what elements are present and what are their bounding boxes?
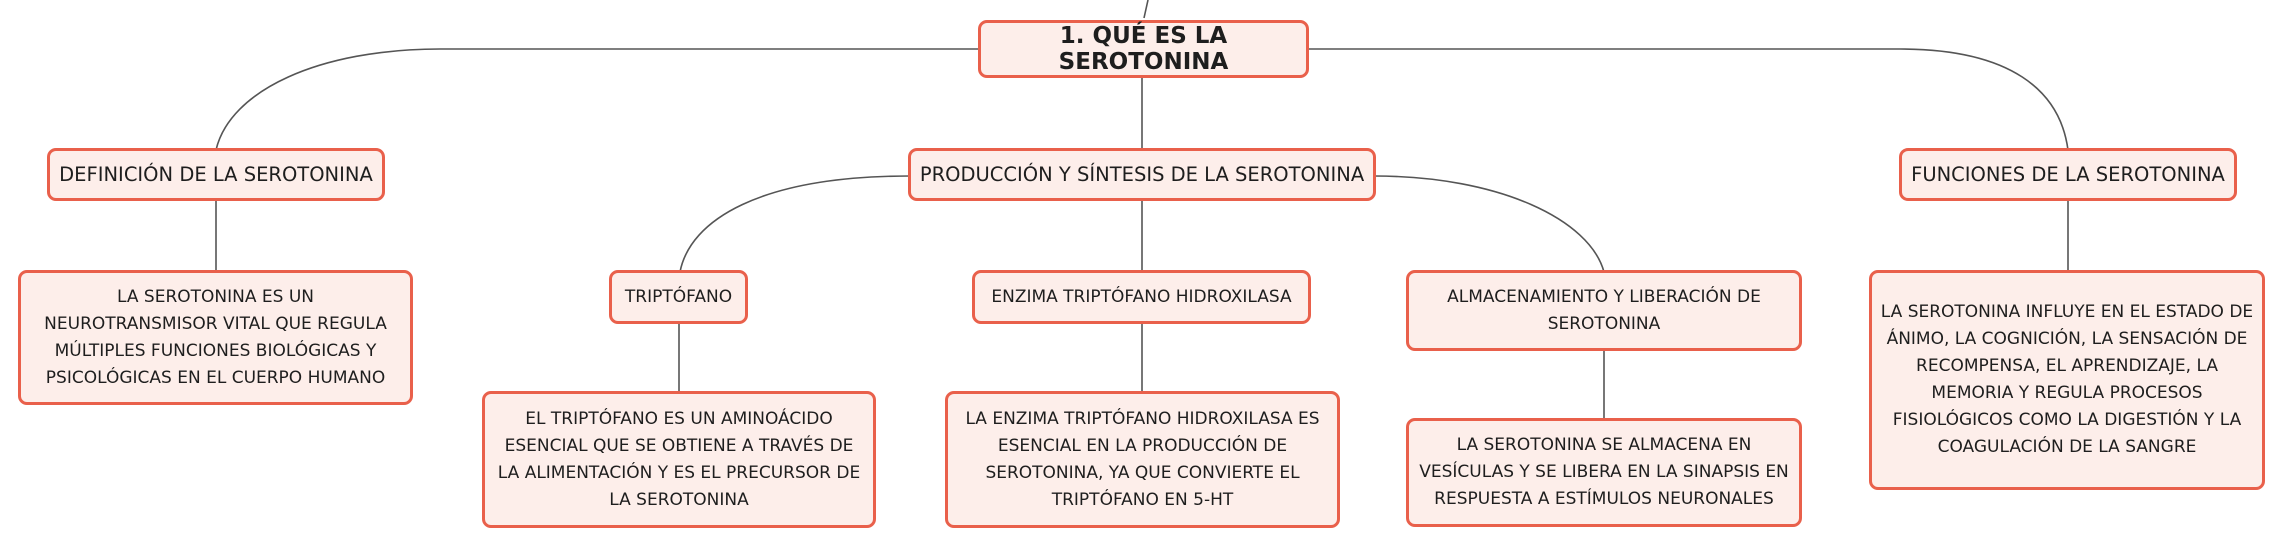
funciones-detail-text: LA SEROTONINA INFLUYE EN EL ESTADO DE ÁNIMO, LA COGNICIÓN, LA SENSACIÓN DE RECOMPENSA, EL APRENDIZAJE, LA MEMORIA Y REGULA PROCESOS FISIOLÓGICOS COMO LA DIGESTIÓN Y LA COAGULACIÓN DE LA SANGRE xyxy=(1880,302,2254,457)
connector-line xyxy=(680,176,910,272)
root-label: 1. QUÉ ES LA SEROTONINA xyxy=(1058,23,1229,75)
connector-line xyxy=(216,49,980,150)
connector-line xyxy=(1307,49,2068,150)
funciones-detail-node[interactable] xyxy=(1869,270,2265,490)
enzima-detail-text: LA ENZIMA TRIPTÓFANO HIDROXILASA ES ESENCIAL EN LA PRODUCCIÓN DE SEROTONINA, YA QUE CONVIERTE EL TRIPTÓFANO EN 5-HT xyxy=(965,408,1320,510)
definicion-node[interactable] xyxy=(47,148,385,201)
enzima-node[interactable] xyxy=(972,270,1311,324)
triptofano-node[interactable] xyxy=(609,270,748,324)
connector-line xyxy=(1374,176,1604,272)
enzima-label: ENZIMA TRIPTÓFANO HIDROXILASA xyxy=(991,287,1292,307)
funciones-node[interactable] xyxy=(1899,148,2237,201)
produccion-label: PRODUCCIÓN Y SÍNTESIS DE LA SEROTONINA xyxy=(919,163,1365,186)
triptofano-detail-node[interactable] xyxy=(482,391,876,528)
definicion-detail-text: LA SEROTONINA ES UN NEUROTRANSMISOR VITAL QUE REGULA MÚLTIPLES FUNCIONES BIOLÓGICAS Y PSICOLÓGICAS EN EL CUERPO HUMANO xyxy=(44,286,387,388)
root-node[interactable] xyxy=(978,20,1309,78)
connector-line xyxy=(1144,0,1148,18)
almacenamiento-label: ALMACENAMIENTO Y LIBERACIÓN DE SEROTONINA xyxy=(1447,286,1761,334)
triptofano-label: TRIPTÓFANO xyxy=(624,287,733,307)
funciones-label: FUNCIONES DE LA SEROTONINA xyxy=(1911,163,2225,186)
almacenamiento-detail-text: LA SEROTONINA SE ALMACENA EN VESÍCULAS Y SE LIBERA EN LA SINAPSIS EN RESPUESTA A ESTÍMULOS NEURONALES xyxy=(1419,435,1789,509)
definicion-detail-node[interactable] xyxy=(18,270,413,405)
enzima-detail-node[interactable] xyxy=(945,391,1340,528)
definicion-label: DEFINICIÓN DE LA SEROTONINA xyxy=(59,163,373,186)
almacenamiento-detail-node[interactable] xyxy=(1406,418,1802,527)
triptofano-detail-text: EL TRIPTÓFANO ES UN AMINOÁCIDO ESENCIAL QUE SE OBTIENE A TRAVÉS DE LA ALIMENTACIÓN Y ES EL PRECURSOR DE LA SEROTONINA xyxy=(497,408,861,510)
produccion-node[interactable] xyxy=(908,148,1376,201)
almacenamiento-node[interactable] xyxy=(1406,270,1802,351)
